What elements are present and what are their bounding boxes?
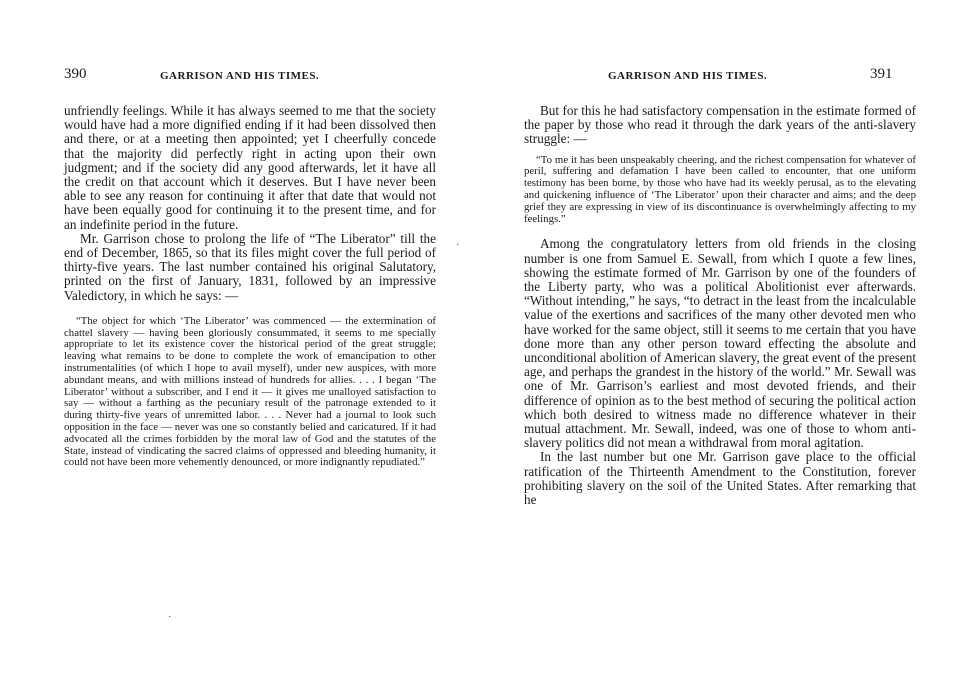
paragraph: Among the congratulatory letters from old friends in the closing number is one from Samuel E. Sewall, from which I quote a few lines, showing the estimate formed of Mr. Garrison by one of the founders of the Liberty party, who was a political Abolitionist ever afterwards. “Without intending,” he says, “to detract in the least from the incalculable value of the exertions and sacrifices of the many other devoted men who have worked for the same object, still it seems to me certain that you have done more than any other person toward effecting the absolute and unconditional abolition of American slavery, the great event of the present age, and perhaps the grandest in the history of the world.” Mr. Sewall was one of Mr. Garrison’s earliest and most devoted friends, and their difference of opinion as to the best method of securing the political action which both desired to witness made no difference whatever in their mutual attachment. Mr. Sewall, indeed, was one of those to whom anti-slavery politics did not mean a withdrawal from moral agitation.: [524, 236, 916, 451]
running-head: GARRISON AND HIS TIMES.: [608, 70, 768, 82]
speck: ·: [456, 240, 460, 251]
page-number: 391: [870, 66, 893, 82]
paragraph: unfriendly feelings. While it has always seemed to me that the society would have had a more dignified ending if it had been dissolved then and there, or at a meeting then appointed; yet I cheerfully concede that the majority did perfectly right in acting upon their own judgment; and if the society did any good afterwards, let it have all the credit on that account which it deserves. But I have never been able to see any reason for continuing it after that date that would not have been equally good for continuing it to the present time, and for an indefinite period in the future.: [64, 103, 436, 232]
page-number: 390: [64, 66, 87, 82]
paragraph: Mr. Garrison chose to prolong the life of “The Liberator” till the end of December, 1865, so that its files might cover the full period of thirty-five years. The last number contained his original Salutatory, printed on the first of January, 1831, followed by an impressive Valedictory, in which he says: —: [64, 230, 436, 303]
block-quote: “To me it has been unspeakably cheering, and the richest compensation for whatever of peril, suffering and defamation I have been called to encounter, that one uniform testimony has been borne, by those who have had its weekly perusal, as to the elevating and quickening influence of ‘The Liberator’ upon their character and aims; and the deep grief they are expressing in view of its discontinuance is overwhelmingly affecting to my feelings.”: [524, 153, 916, 225]
paragraph: In the last number but one Mr. Garrison gave place to the official ratification of the Thirteenth Amendment to the Constitution, forever prohibiting slavery on the soil of the United States. After remarking that he: [524, 449, 916, 508]
right-page: [456, 0, 980, 698]
speck: ·: [168, 612, 172, 623]
running-head: GARRISON AND HIS TIMES.: [160, 70, 320, 82]
block-quote: “The object for which ‘The Liberator’ was commenced — the extermination of chattel slavery — having been gloriously consummated, it seems to me specially appropriate to let its existence cover the historical period of the great struggle; leaving what remains to be done to complete the work of emancipation to other instrumentalities (of which I hope to avail myself), under new auspices, with more abundant means, and with millions instead of hundreds for allies. . . . I began ‘The Liberator’ without a subscriber, and I end it — it gives me unalloyed satisfaction to say — without a farthing as the pecuniary result of the patronage extended to it during thirty-five years of unremitted labor. . . . Never had a journal to look such opposition in the face — never was one so constantly belied and caricatured. If it had advocated all the crimes forbidden by the moral law of God and the statutes of the State, instead of vindicating the sacred claims of oppressed and bleeding humanity, it could not have been more vehemently denounced, or more indignantly repudiated.”: [64, 314, 436, 469]
left-column: [64, 104, 436, 469]
right-column: [524, 104, 916, 507]
paragraph: But for this he had satisfactory compensation in the estimate formed of the paper by those who read it through the dark years of the anti-slavery struggle: —: [524, 103, 916, 147]
